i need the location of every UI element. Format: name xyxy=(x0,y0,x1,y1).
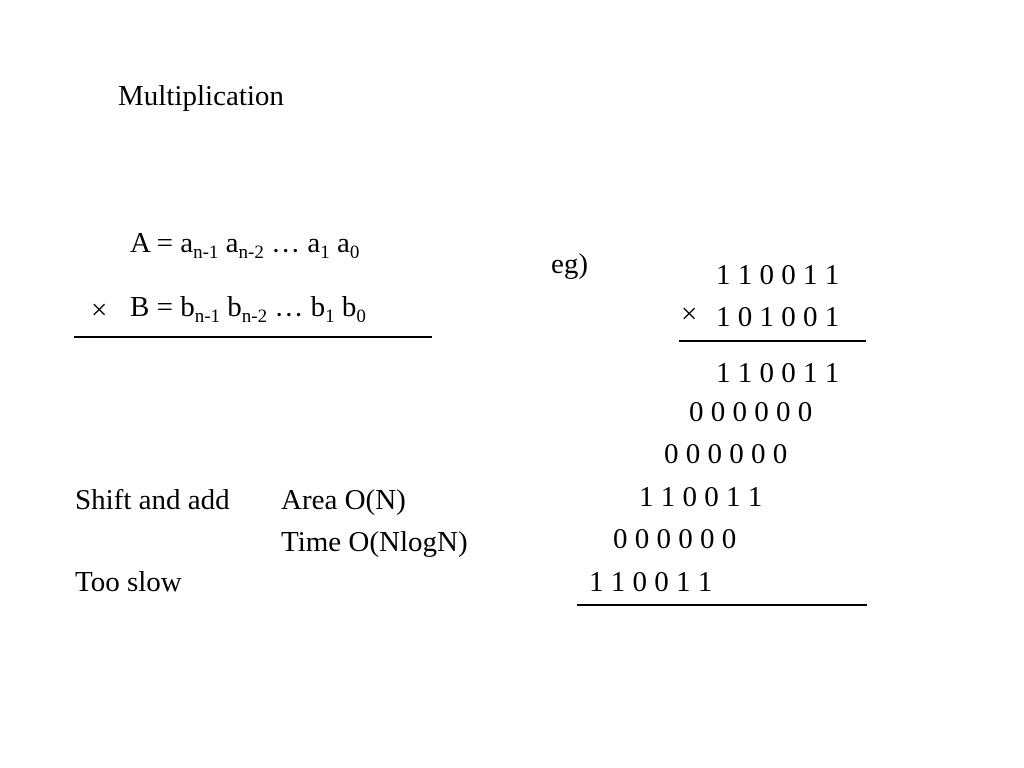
example-divider-top xyxy=(679,340,866,342)
formula-b-sub-4: 0 xyxy=(356,306,366,327)
partial-product: 1 1 0 0 1 1 xyxy=(589,566,713,598)
formula-b-line xyxy=(130,291,366,327)
formula-b-mid-1: b xyxy=(220,291,242,323)
formula-a-sub-3: 1 xyxy=(320,242,330,263)
example-times-symbol: × xyxy=(681,298,698,330)
formula-a-line xyxy=(130,227,360,263)
formula-b-mid-3: b xyxy=(334,291,357,323)
note-area: Area O(N) xyxy=(281,484,406,516)
formula-a-sub-1: n-1 xyxy=(193,242,219,263)
formula-a-mid-3: a xyxy=(329,227,350,259)
example-multiplicand: 1 1 0 0 1 1 xyxy=(716,259,840,291)
partial-product: 0 0 0 0 0 0 xyxy=(664,438,788,470)
formula-b-prefix: B = b xyxy=(130,291,195,323)
partial-product: 1 1 0 0 1 1 xyxy=(639,481,763,513)
formula-a-mid-1: a xyxy=(218,227,239,259)
slide-title: Multiplication xyxy=(118,80,284,112)
partial-product: 0 0 0 0 0 0 xyxy=(689,396,813,428)
formula-a-sub-4: 0 xyxy=(349,242,360,263)
example-label: eg) xyxy=(551,248,589,280)
example-divider-bottom xyxy=(577,604,867,606)
formula-b-sub-2: n-2 xyxy=(241,306,268,327)
formula-b-sub-3: 1 xyxy=(325,306,335,327)
note-too-slow: Too slow xyxy=(75,566,182,598)
formula-times-symbol: × xyxy=(91,294,108,326)
example-multiplier: 1 0 1 0 0 1 xyxy=(716,301,840,333)
partial-product: 1 1 0 0 1 1 xyxy=(716,357,840,389)
formula-a-mid-2: … a xyxy=(263,227,321,259)
note-time: Time O(NlogN) xyxy=(281,526,468,558)
note-shift-and-add: Shift and add xyxy=(75,484,230,516)
formula-b-sub-1: n-1 xyxy=(194,306,221,327)
partial-product: 0 0 0 0 0 0 xyxy=(613,523,737,555)
formula-divider xyxy=(74,336,432,338)
formula-a-prefix: A = a xyxy=(130,227,194,259)
formula-b-mid-2: … b xyxy=(267,291,326,323)
formula-a-sub-2: n-2 xyxy=(238,242,264,263)
